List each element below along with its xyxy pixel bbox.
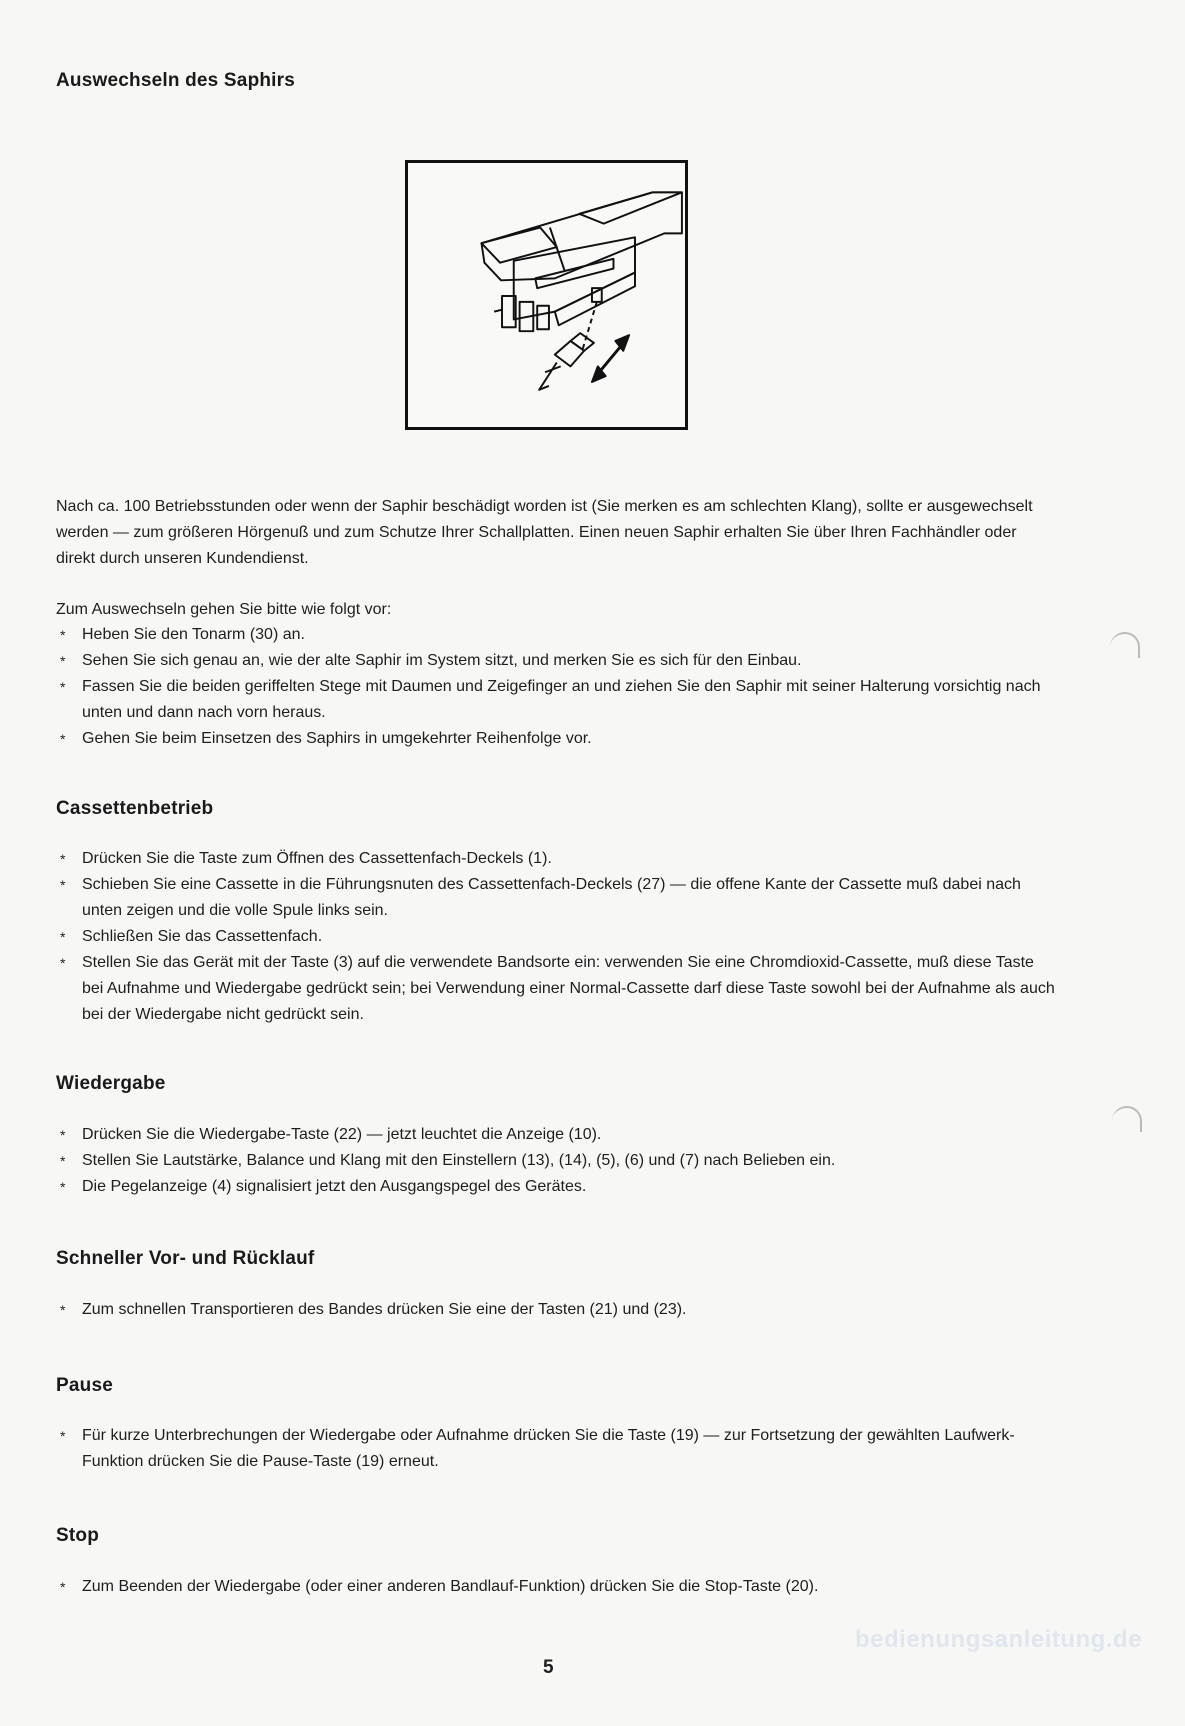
page-number: 5 xyxy=(543,1657,554,1678)
bullet-star: * xyxy=(60,1127,66,1143)
schnell-steps-list xyxy=(56,1297,1056,1323)
bullet-star: * xyxy=(60,929,66,945)
heading-stop: Stop xyxy=(56,1525,100,1546)
list-item: * Die Pegelanzeige (4) signalisiert jetzt den Ausgangspegel des Gerätes. xyxy=(56,1174,1056,1200)
bullet-star: * xyxy=(60,627,66,643)
bullet-star: * xyxy=(60,679,66,695)
list-item: * Schließen Sie das Cassettenfach. xyxy=(56,924,1056,950)
list-item: * Zum Beenden der Wiedergabe (oder einer anderen Bandlauf-Funktion) drücken Sie die Stop-Taste (20). xyxy=(56,1574,1056,1600)
bullet-star: * xyxy=(60,1153,66,1169)
heading-wiedergabe: Wiedergabe xyxy=(56,1073,166,1094)
list-item: * Drücken Sie die Wiedergabe-Taste (22) — jetzt leuchtet die Anzeige (10). xyxy=(56,1122,1056,1148)
list-item: * Schieben Sie eine Cassette in die Führungsnuten des Cassettenfach-Deckels (27) — die offene Kante der Cassette muß dabei nach unten zeigen und die volle Spule links sein. xyxy=(56,872,1056,924)
list-item: * Stellen Sie Lautstärke, Balance und Klang mit den Einstellern (13), (14), (5), (6) und (7) nach Belieben ein. xyxy=(56,1148,1056,1174)
watermark-text: bedienungsanleitung.de xyxy=(855,1626,1143,1653)
list-item: * Fassen Sie die beiden geriffelten Stege mit Daumen und Zeigefinger an und ziehen Sie den Saphir mit seiner Halterung vorsichtig nach unten und dann nach vorn heraus. xyxy=(56,674,1056,726)
heading-cassettenbetrieb: Cassettenbetrieb xyxy=(56,798,214,819)
bullet-star: * xyxy=(60,653,66,669)
list-item: * Sehen Sie sich genau an, wie der alte Saphir im System sitzt, und merken Sie es sich für den Einbau. xyxy=(56,648,1056,674)
bullet-star: * xyxy=(60,731,66,747)
wiedergabe-steps-list xyxy=(56,1122,1056,1200)
heading-saphir: Auswechseln des Saphirs xyxy=(56,70,296,91)
stylus-replacement-illustration xyxy=(405,160,688,430)
cassette-steps-list xyxy=(56,846,1056,1028)
pause-steps-list xyxy=(56,1423,1056,1475)
punch-hole-mark xyxy=(1112,1106,1142,1132)
list-item: * Gehen Sie beim Einsetzen des Saphirs in umgekehrter Reihenfolge vor. xyxy=(56,726,1056,752)
bullet-star: * xyxy=(60,1579,66,1595)
bullet-star: * xyxy=(60,955,66,971)
bullet-star: * xyxy=(60,851,66,867)
list-item: * Drücken Sie die Taste zum Öffnen des Cassettenfach-Deckels (1). xyxy=(56,846,1056,872)
heading-schneller-vor-ruecklauf: Schneller Vor- und Rücklauf xyxy=(56,1248,315,1269)
saphir-intro-paragraph: Nach ca. 100 Betriebsstunden oder wenn der Saphir beschädigt worden ist (Sie merken es am schlechten Klang), sollte er ausgewechselt werden — zum größeren Hörgenuß und zum Schutze Ihrer Schallplatten. Einen neuen Saphir erhalten Sie über Ihren Fachhändler oder direkt durch unseren Kundendienst. xyxy=(56,498,1033,567)
bullet-star: * xyxy=(60,877,66,893)
list-item: * Für kurze Unterbrechungen der Wiedergabe oder Aufnahme drücken Sie die Taste (19) — zur Fortsetzung der gewählten Laufwerk-Funktion drücken Sie die Pause-Taste (19) erneut. xyxy=(56,1423,1056,1475)
saphir-steps-list xyxy=(56,622,1056,752)
bullet-star: * xyxy=(60,1179,66,1195)
list-item: * Heben Sie den Tonarm (30) an. xyxy=(56,622,1056,648)
punch-hole-mark xyxy=(1110,632,1140,658)
list-item: * Stellen Sie das Gerät mit der Taste (3) auf die verwendete Bandsorte ein: verwenden Sie eine Chromdioxid-Cassette, muß diese Taste bei Aufnahme und Wiedergabe gedrückt sein; bei Verwendung einer Normal-Cassette darf diese Taste sowohl bei der Aufnahme als auch bei der Wiedergabe nicht gedrückt sein. xyxy=(56,950,1056,1028)
list-item: * Zum schnellen Transportieren des Bandes drücken Sie eine der Tasten (21) und (23). xyxy=(56,1297,1056,1323)
stop-steps-list xyxy=(56,1574,1056,1600)
saphir-steps-intro: Zum Auswechseln gehen Sie bitte wie folgt vor: xyxy=(56,601,392,618)
heading-pause: Pause xyxy=(56,1375,113,1396)
bullet-star: * xyxy=(60,1302,66,1318)
tonearm-cartridge-drawing xyxy=(408,163,685,427)
bullet-star: * xyxy=(60,1428,66,1444)
